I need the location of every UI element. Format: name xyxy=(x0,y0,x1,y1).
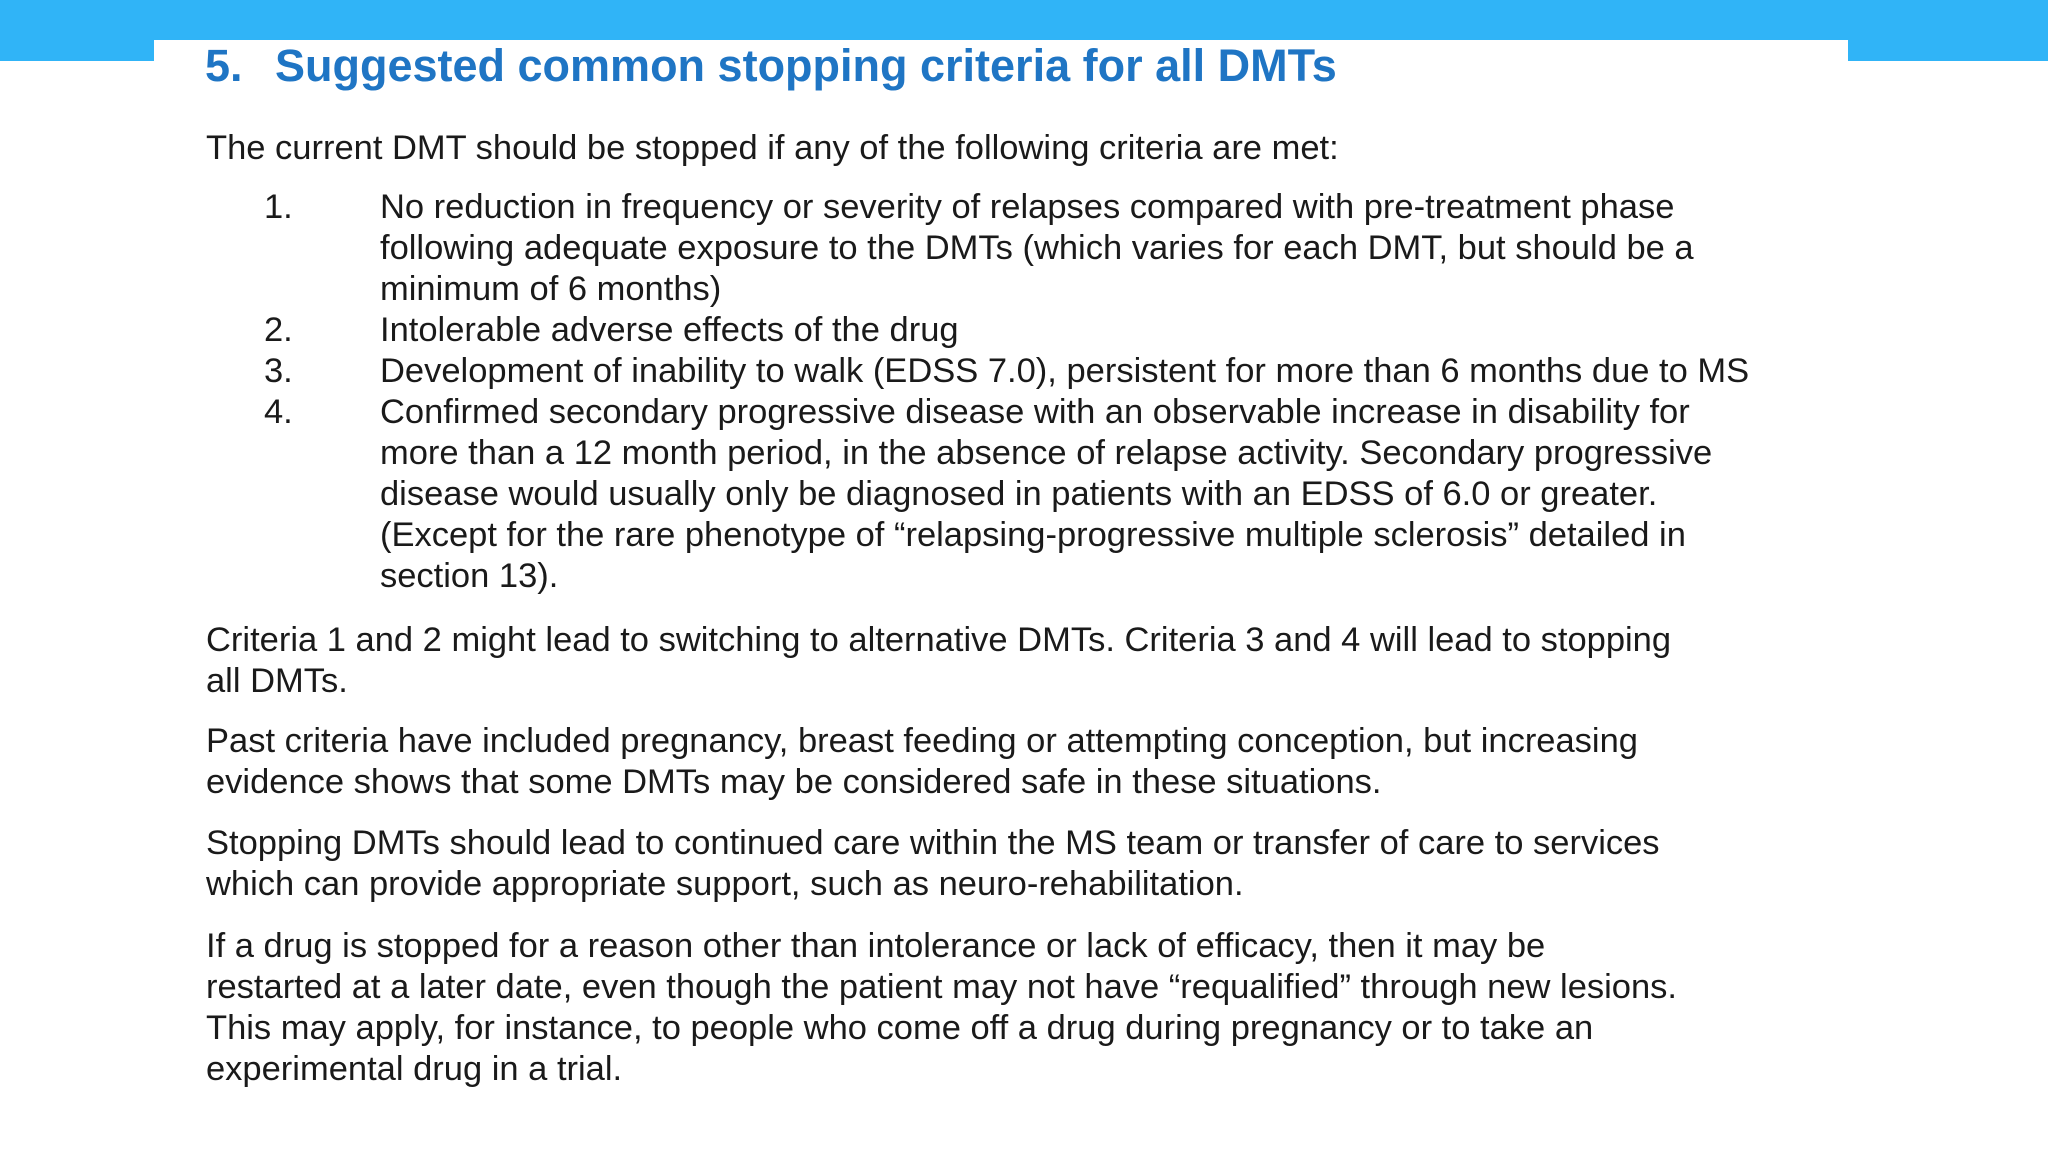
criteria-line: Intolerable adverse effects of the drug xyxy=(380,311,959,349)
criteria-item xyxy=(264,351,1749,392)
criteria-line: more than a 12 month period, in the absence of relapse activity. Secondary progressive xyxy=(380,434,1713,472)
paragraph-line: Criteria 1 and 2 might lead to switching to alternative DMTs. Criteria 3 and 4 will lead to stopping xyxy=(206,621,1672,659)
criteria-line: No reduction in frequency or severity of relapses compared with pre-treatment phase xyxy=(380,188,1675,226)
criteria-line: minimum of 6 months) xyxy=(380,270,722,308)
paragraph-line: evidence shows that some DMTs may be considered safe in these situations. xyxy=(206,763,1382,801)
paragraph-line: Stopping DMTs should lead to continued care within the MS team or transfer of care to services xyxy=(206,824,1660,862)
criteria-line: section 13). xyxy=(380,557,559,595)
paragraph-switching xyxy=(206,620,1671,702)
list-marker: 1. xyxy=(264,188,293,226)
section-heading xyxy=(205,40,1337,92)
paragraph-continued-care xyxy=(206,823,1660,905)
paragraph-past-criteria xyxy=(206,721,1638,803)
list-marker: 3. xyxy=(264,352,293,390)
list-marker: 2. xyxy=(264,311,293,349)
criteria-line: Development of inability to walk (EDSS 7.0), persistent for more than 6 months due to MS xyxy=(380,352,1750,390)
intro-text: The current DMT should be stopped if any of the following criteria are met: xyxy=(206,129,1339,167)
criteria-item xyxy=(264,310,1749,351)
paragraph-line: which can provide appropriate support, such as neuro-rehabilitation. xyxy=(206,865,1244,903)
paragraph-restart xyxy=(206,926,1677,1090)
criteria-item xyxy=(264,187,1749,310)
criteria-line: Confirmed secondary progressive disease with an observable increase in disability for xyxy=(380,393,1690,431)
section-title: Suggested common stopping criteria for all DMTs xyxy=(275,40,1337,91)
criteria-line: (Except for the rare phenotype of “relapsing-progressive multiple sclerosis” detailed in xyxy=(380,516,1686,554)
section-number: 5. xyxy=(205,40,243,91)
paragraph-line: This may apply, for instance, to people who come off a drug during pregnancy or to take an xyxy=(206,1009,1594,1047)
criteria-line: disease would usually only be diagnosed in patients with an EDSS of 6.0 or greater. xyxy=(380,475,1658,513)
criteria-line: following adequate exposure to the DMTs (which varies for each DMT, but should be a xyxy=(380,229,1694,267)
paragraph-line: experimental drug in a trial. xyxy=(206,1050,623,1088)
document-page xyxy=(154,40,1848,1152)
paragraph-line: restarted at a later date, even though the patient may not have “requalified” through new lesions. xyxy=(206,968,1678,1006)
criteria-list xyxy=(264,187,1749,597)
criteria-item xyxy=(264,392,1749,597)
paragraph-line: If a drug is stopped for a reason other than intolerance or lack of efficacy, then it may be xyxy=(206,927,1546,965)
paragraph-line: all DMTs. xyxy=(206,662,348,700)
paragraph-line: Past criteria have included pregnancy, breast feeding or attempting conception, but increasing xyxy=(206,722,1638,760)
list-marker: 4. xyxy=(264,393,293,431)
